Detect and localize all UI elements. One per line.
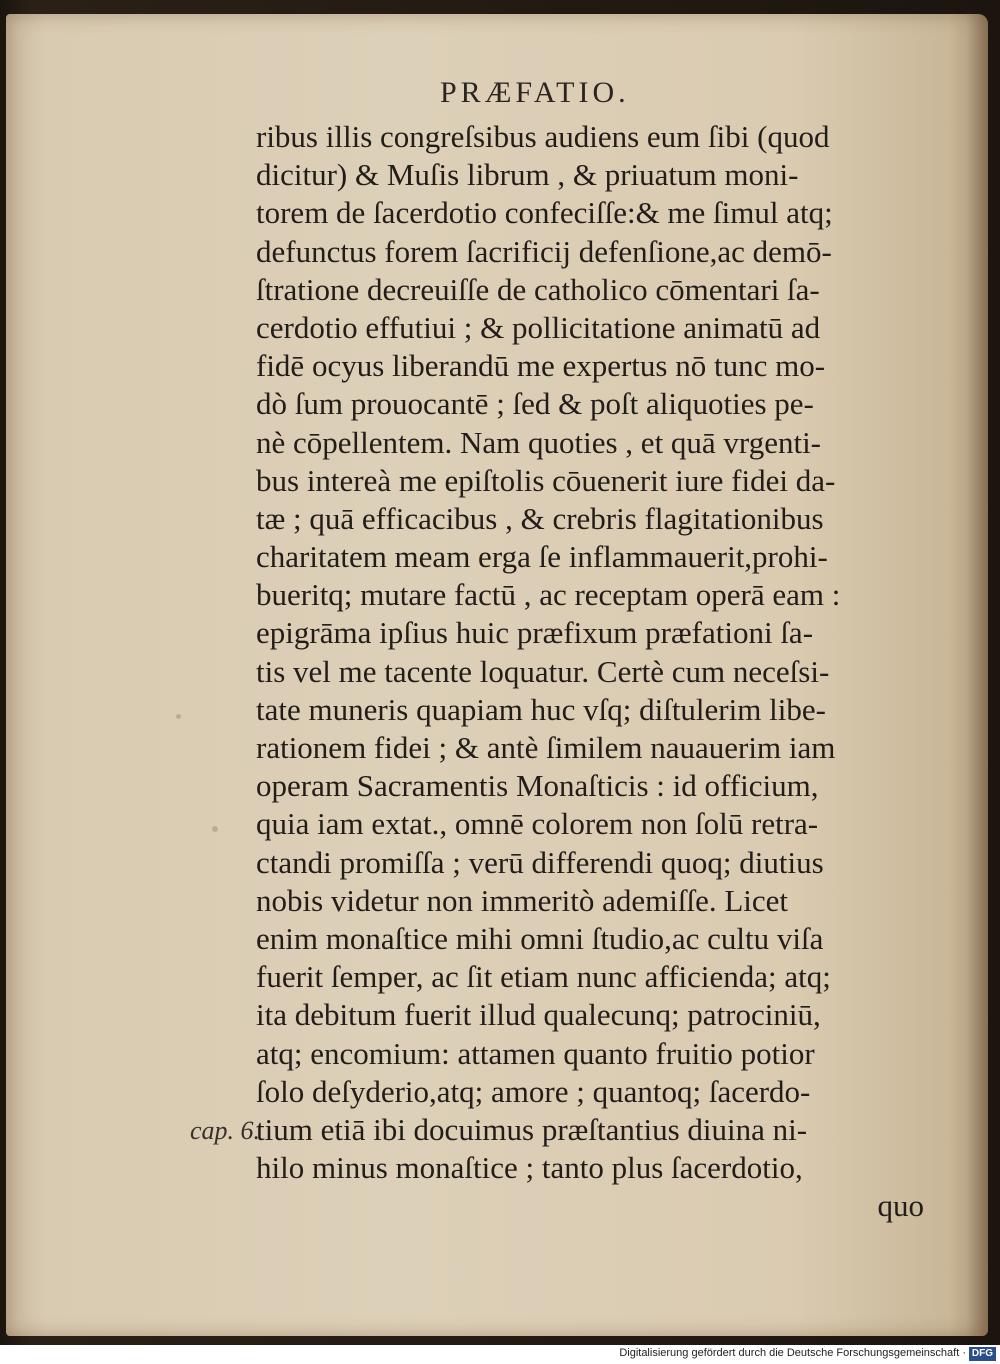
text-line: tate muneris quapiam huc vſq; diſtulerim libe-: [256, 691, 826, 727]
text-line: ſolo deſyderio,atq; amore ; quantoq; ſacerdo-: [256, 1073, 811, 1109]
text-line: operam Sacramentis Monaſticis : id officium,: [256, 768, 819, 804]
text-line: dò ſum prouocantē ; ſed & poſt aliquoties pe-: [256, 386, 814, 422]
text-line: tæ ; quā efficacibus , & crebris flagitationibus: [256, 500, 824, 536]
text-line: enim monaſtice mihi omni ſtudio,ac cultu viſa: [256, 920, 824, 956]
text-line: ctandi promiſſa ; verū differendi quoq; diutius: [256, 844, 824, 880]
text-line: tis vel me tacente loquatur. Certè cum neceſsi-: [256, 653, 830, 689]
text-line: rationem fidei ; & antè ſimilem nauauerim iam: [256, 730, 836, 765]
page-edge-shadow: [966, 14, 988, 1336]
footer-bar: [0, 1345, 1000, 1364]
funding-credit: Digitalisierung gefördert durch die Deutsche Forschungsgemeinschaft ·: [619, 1347, 966, 1359]
running-head: PRÆFATIO.: [440, 76, 630, 109]
text-line: quia iam extat., omnē colorem non ſolū retra-: [256, 806, 819, 842]
ink-spot: [212, 826, 218, 832]
text-line: epigrāma ipſius huic præfixum præfationi ſa-: [256, 615, 814, 651]
dfg-logo-icon: DFG: [969, 1347, 996, 1361]
text-line: charitatem meam erga ſe inflammauerit,prohi-: [256, 539, 828, 575]
text-line: tium etiā ibi docuimus præſtantius diuina ni-: [256, 1111, 808, 1147]
catchword: quo: [877, 1188, 924, 1224]
text-line: nobis videtur non immeritò ademiſſe. Licet: [256, 882, 789, 918]
text-line: ita debitum fuerit illud qualecunq; patrociniū,: [256, 997, 821, 1033]
text-line: dicitur) & Muſis librum , & priuatum moni-: [256, 157, 799, 193]
text-line: nè cōpellentem. Nam quoties , et quā vrgenti-: [256, 424, 822, 460]
text-line: torem de ſacerdotio confeciſſe:& me ſimul atq;: [256, 195, 833, 231]
ink-spot: [176, 714, 181, 719]
text-line: bus intereà me epiſtolis cōuenerit iure fidei da-: [256, 462, 836, 498]
text-line: hilo minus monaſtice ; tanto plus ſacerdotio,: [256, 1150, 803, 1186]
text-line: ſtratione decreuiſſe de catholico cōmentari ſa-: [256, 271, 820, 307]
text-line: bueritq; mutare factū , ac receptam operā eam :: [256, 577, 841, 613]
text-line: ribus illis congreſsibus audiens eum ſibi (quod: [256, 119, 830, 154]
text-line: cerdotio effutiui ; & pollicitatione animatū ad: [256, 309, 821, 345]
text-line: fidē ocyus liberandū me expertus nō tunc mo-: [256, 348, 826, 384]
marginal-note: cap. 6.: [190, 1116, 261, 1145]
text-line: fuerit ſemper, ac ſit etiam nunc afficienda; atq;: [256, 959, 831, 995]
text-line: atq; encomium: attamen quanto fruitio potior: [256, 1035, 815, 1071]
text-line: defunctus forem ſacrificij defenſione,ac demō-: [256, 233, 832, 269]
body-text: [256, 118, 936, 1225]
